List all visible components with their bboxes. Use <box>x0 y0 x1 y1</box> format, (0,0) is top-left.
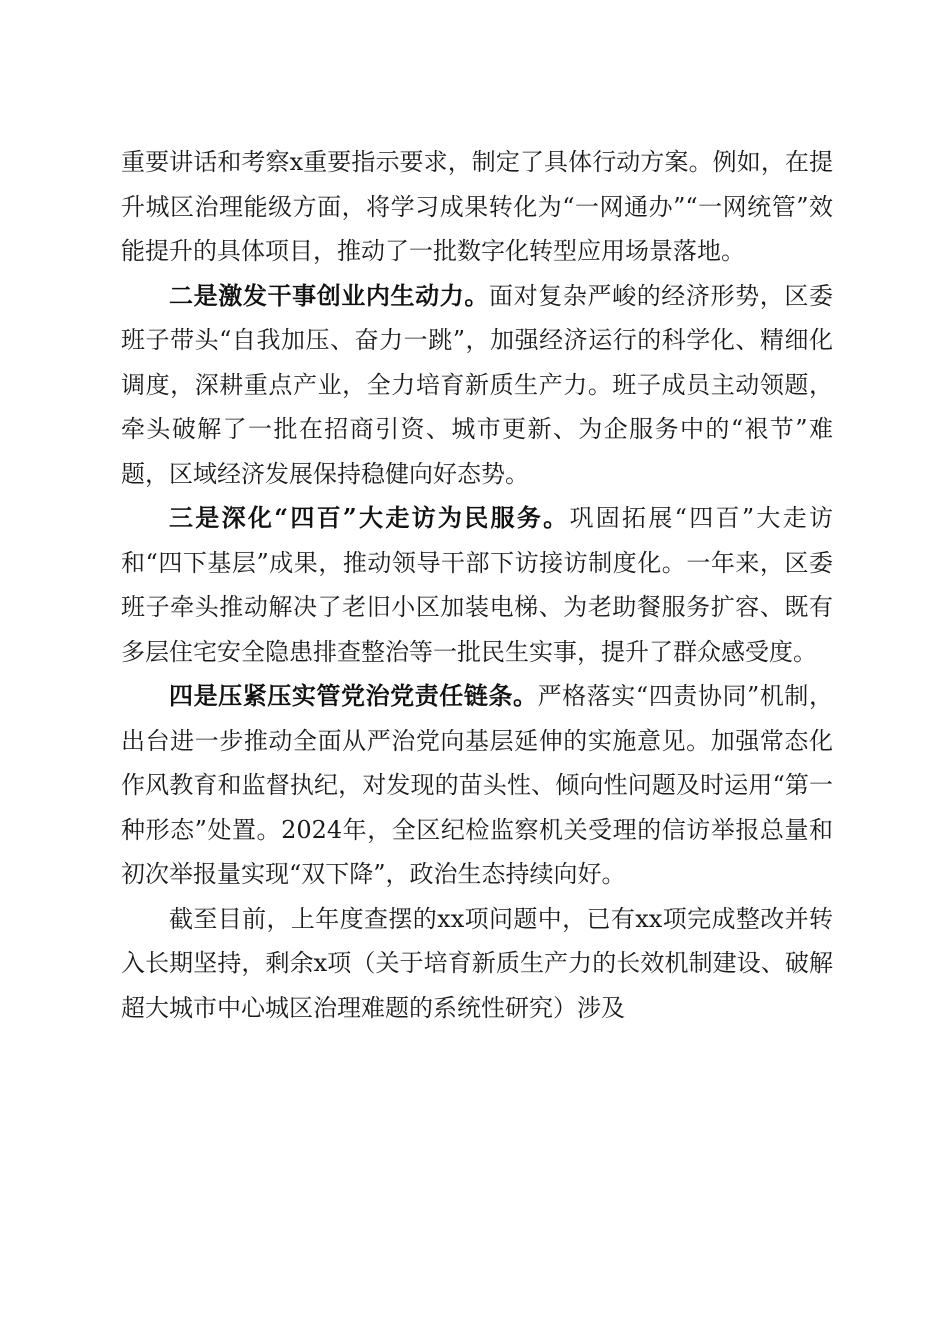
paragraph-3 <box>121 496 833 674</box>
paragraph-3-text: 巩固拓展“四百”大走访和“四下基层”成果，推动领导干部下访接访制度化。一年来，区委班子牵头推动解决了老旧小区加装电梯、为老助餐服务扩容、既有多层住宅安全隐患排查整治等一批民生实事，提升了群众感受度。 <box>121 504 833 666</box>
paragraph-4 <box>121 674 833 897</box>
paragraph-3-heading: 三是深化“四百”大走访为民服务。 <box>169 503 570 532</box>
paragraph-4-text: 严格落实“四责协同”机制，出台进一步推动全面从严治党向基层延伸的实施意见。加强常态化作风教育和监督执纪，对发现的苗头性、倾向性问题及时运用“第一种形态”处置。2024年，全区纪检监察机关受理的信访举报总量和初次举报量实现“双下降”，政治生态持续向好。 <box>121 682 834 888</box>
paragraph-5 <box>121 897 833 1031</box>
paragraph-5-text: 截至目前，上年度查摆的xx项问题中，已有xx项完成整改并转入长期坚持，剩余x项（关于培育新质生产力的长效机制建设、破解超大城市中心城区治理难题的系统性研究）涉及 <box>121 904 833 1022</box>
paragraph-2-heading: 二是激发干事创业内生动力。 <box>169 280 489 310</box>
paragraph-1-text: 重要讲话和考察x重要指示要求，制定了具体行动方案。例如，在提升城区治理能级方面，将学习成果转化为“一网通办”“一网统管”效能提升的具体项目，推动了一批数字化转型应用场景落地。 <box>121 148 833 265</box>
paragraph-2 <box>121 274 833 497</box>
paragraph-1 <box>121 140 833 274</box>
paragraph-4-heading: 四是压紧压实管党治党责任链条。 <box>169 681 538 710</box>
paragraph-2-text: 面对复杂严峻的经济形势，区委班子带头“自我加压、奋力一跳”，加强经济运行的科学化、精细化调度，深耕重点产业，全力培育新质生产力。班子成员主动领题，牵头破解了一批在招商引资、城市更新、为企服务中的“裉节”难题，区域经济发展保持稳健向好态势。 <box>121 281 833 488</box>
document-body <box>121 140 833 1030</box>
